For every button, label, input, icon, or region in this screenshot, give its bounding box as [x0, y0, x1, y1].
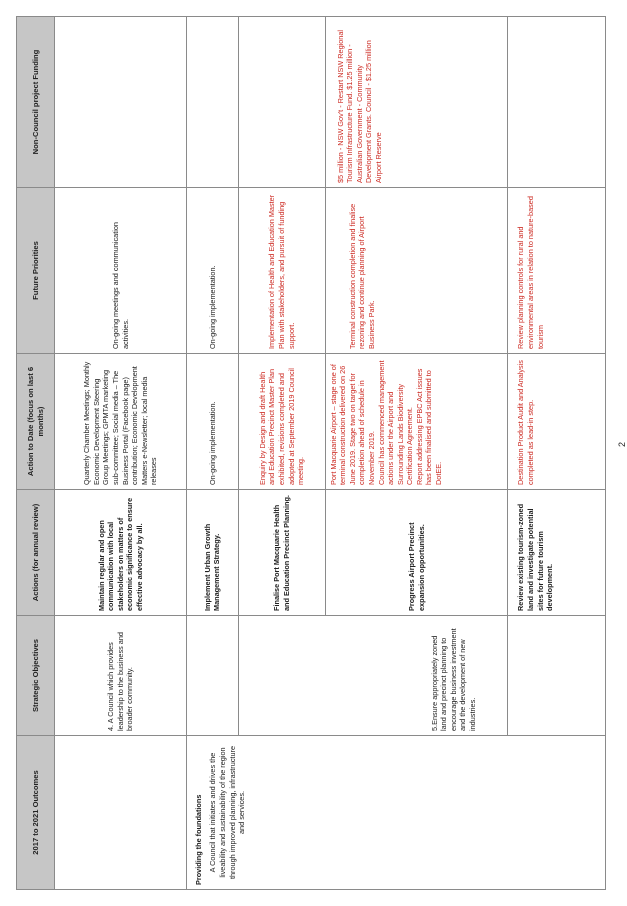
to-date-cell — [239, 354, 325, 490]
section-title: Providing the foundations — [193, 794, 203, 885]
header-future-priorities: Future Priorities — [17, 188, 55, 354]
header-funding: Non-Council project Funding — [17, 17, 55, 188]
action-cell — [239, 490, 325, 616]
rotated-table-page — [16, 17, 606, 890]
funding-text: $5 million - NSW Gov't - Restart NSW Regional Tourism Infrastructure Fund. $1.25 million - Australian Government - Community Development Grants. Council - $1.25 million Airport Reserve — [335, 29, 383, 183]
table-row-advocacy — [55, 17, 187, 890]
objective-cell-empty — [186, 616, 238, 736]
action-text: Maintain regular and open communication with local stakeholders on matters of economic significance to ensure effective advocacy by all. — [96, 497, 144, 611]
future-text: Review planning controls for rural and environmental areas in relation to nature-based tourism — [516, 196, 545, 349]
to-date-text: Enquiry by Design and draft Health and Education Precinct Master Plan exhibited, revisions completed and adopted at September 2019 Council meeting. — [257, 368, 306, 485]
action-text: Progress Airport Precinct expansion opportunities. — [406, 522, 426, 611]
objective-text: 4. A Council which provides leadership to the business and broader community. — [106, 632, 135, 731]
future-text: On-going meetings and communication activities. — [110, 222, 130, 349]
to-date-text-1: Port Macquarie Airport – stage one of terminal construction delivered on 26 June 2019. Stage two on target for completion ahead of schedule in November 2019. — [328, 364, 376, 485]
funding-cell-empty — [508, 17, 606, 188]
to-date-cell — [186, 354, 238, 490]
future-text: Terminal construction completion and finalise rezoning and continue planning of Airport Business Park. — [347, 203, 376, 349]
funding-cell-empty — [55, 17, 187, 188]
future-cell — [55, 188, 187, 354]
future-cell — [239, 188, 325, 354]
objective-cell-empty — [508, 616, 606, 736]
to-date-cell — [325, 354, 508, 490]
future-cell — [508, 188, 606, 354]
header-outcomes: 2017 to 2021 Outcomes — [17, 736, 55, 890]
to-date-cell — [508, 354, 606, 490]
objective-text: 5.Ensure appropriately zoned land and precinct planning to encourage business investment and the development of new industries. — [429, 628, 477, 731]
objective-cell — [55, 616, 187, 736]
funding-cell-empty — [186, 17, 238, 188]
future-cell — [186, 188, 238, 354]
action-cell — [508, 490, 606, 616]
to-date-text-3: Report addressing EPBC Act issues has been finalised and submitted to DotEE. — [414, 368, 444, 485]
to-date-text: Destination Product Audit and Analysis completed as lead-in step. — [516, 360, 536, 485]
header-row — [17, 17, 55, 890]
future-text: On-going implementation. — [207, 265, 217, 349]
to-date-cell — [55, 354, 187, 490]
future-cell — [325, 188, 508, 354]
action-cell — [55, 490, 187, 616]
future-text: Implementation of Health and Education Master Plan with stakeholders, and pursuit of funding support. — [267, 194, 296, 349]
action-text: Implement Urban Growth Management Strategy. — [202, 523, 222, 611]
action-cell — [186, 490, 238, 616]
section-outcome: A Council that initiates and drives the liveability and sustainability of the region through improved planning, infrastructure and services. — [208, 745, 247, 880]
action-text: Finalise Port Macquarie Health and Education Precinct Planning. — [272, 495, 291, 611]
to-date-text: Quarterly Chamber Meetings; Monthly Economic Development Steering Group Meetings; GPMTA marketing sub-committee; Social media – The Business Portal (Facebook page) contribution; Economic Development Matters e-Newsletter; local media releases — [82, 361, 159, 485]
header-objectives: Strategic Objectives — [17, 616, 55, 736]
header-action-to-date: Action to Date (focus on last 6 months) — [17, 354, 55, 490]
objective-cell — [239, 616, 508, 736]
outcome-cell — [186, 736, 605, 890]
action-cell — [325, 490, 508, 616]
table-row-urban — [186, 17, 238, 890]
to-date-text: On-going implementation. — [207, 401, 217, 485]
funding-cell — [325, 17, 508, 188]
to-date-text-2: Council has commenced management actions under the Airport and Surrounding Lands Biodiversity Certification Agreement. — [376, 360, 415, 485]
action-text: Review existing tourism-zoned land and investigate potential sites for future tourism development. — [516, 503, 555, 611]
page-number: 2 — [617, 441, 627, 447]
funding-cell-empty — [239, 17, 325, 188]
header-actions: Actions (for annual review) — [17, 490, 55, 616]
outcome-cell-empty — [55, 736, 187, 890]
strategy-table — [16, 16, 606, 890]
